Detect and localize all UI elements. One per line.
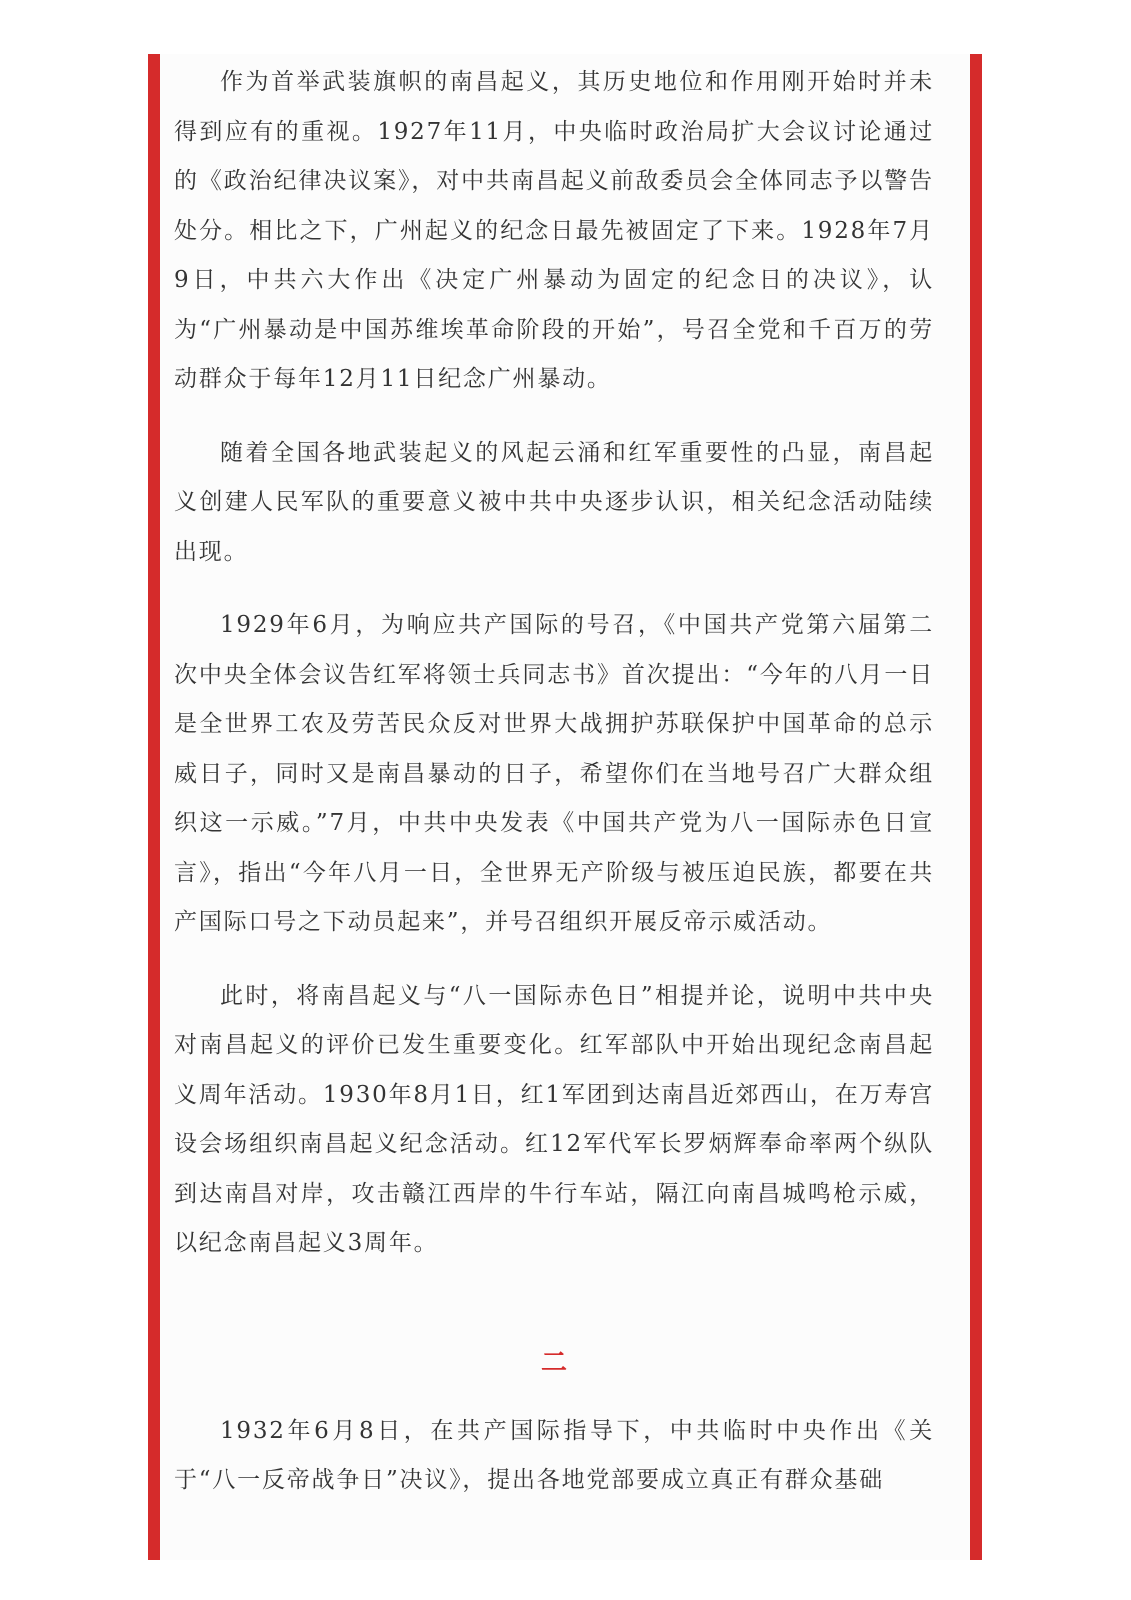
right-accent-bar [970,54,982,1560]
paragraph: 作为首举武装旗帜的南昌起义，其历史地位和作用刚开始时并未得到应有的重视。1927年11月，中央临时政治局扩大会议讨论通过的《政治纪律决议案》，对中共南昌起义前敌委员会全体同志予以警告处分。相比之下，广州起义的纪念日最先被固定了下来。1928年7月9日，中共六大作出《决定广州暴动为固定的纪念日的决议》，认为“广州暴动是中国苏维埃革命阶段的开始”，号召全党和千百万的劳动群众于每年12月11日纪念广州暴动。 [174,69,934,392]
paragraph: 1929年6月，为响应共产国际的号召，《中国共产党第六届第二次中央全体会议告红军将领士兵同志书》首次提出：“今年的八月一日是全世界工农及劳苦民众反对世界大战拥护苏联保护中国革命的总示威日子，同时又是南昌暴动的日子，希望你们在当地号召广大群众组织这一示威。”7月，中共中央发表《中国共产党为八一国际赤色日宣言》，指出“今年八月一日，全世界无产阶级与被压迫民族，都要在共产国际口号之下动员起来”，并号召组织开展反帝示威活动。 [174,612,934,935]
section-heading: 二 [540,1347,567,1378]
paragraph: 随着全国各地武装起义的风起云涌和红军重要性的凸显，南昌起义创建人民军队的重要意义被中共中央逐步认识，相关纪念活动陆续出现。 [174,439,934,565]
left-accent-bar [148,54,160,1560]
article-body [174,58,934,1530]
paragraph: 此时，将南昌起义与“八一国际赤色日”相提并论，说明中共中央对南昌起义的评价已发生重要变化。红军部队中开始出现纪念南昌起义周年活动。1930年8月1日，红1军团到达南昌近郊西山，在万寿宫设会场组织南昌起义纪念活动。红12军代军长罗炳辉奉命率两个纵队到达南昌对岸，攻击赣江西岸的牛行车站，隔江向南昌城鸣枪示威，以纪念南昌起义3周年。 [174,982,934,1256]
paragraph: 1932年6月8日，在共产国际指导下，中共临时中央作出《关于“八一反帝战争日”决议》，提出各地党部要成立真正有群众基础 [174,1417,934,1493]
